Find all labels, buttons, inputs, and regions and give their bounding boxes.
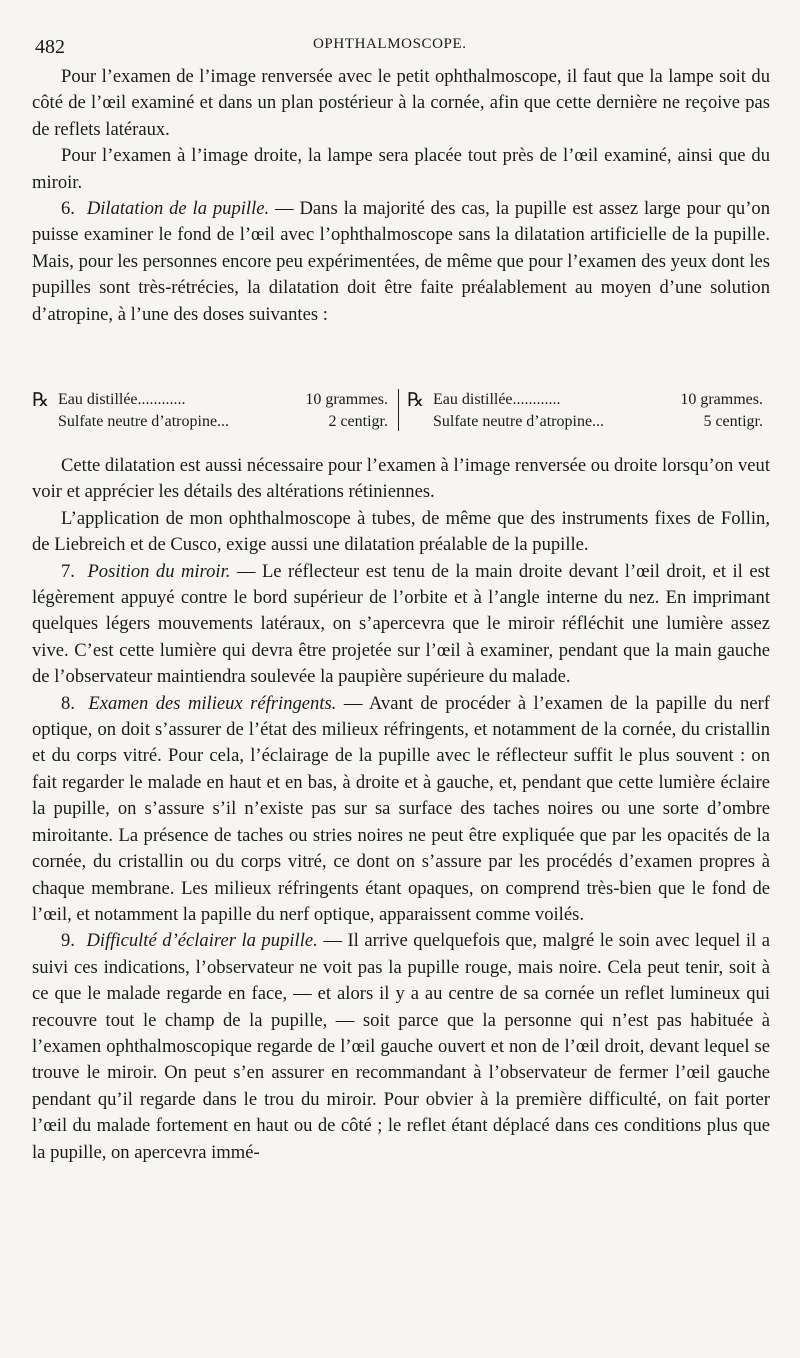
body-text-lower xyxy=(32,453,770,1166)
formula-row xyxy=(433,413,763,435)
formula-row xyxy=(58,413,388,435)
formula-ingredient: Eau distillée............ xyxy=(433,391,561,408)
section-6-number: 6. xyxy=(61,198,75,220)
formula-row xyxy=(433,391,763,413)
formula-row xyxy=(58,391,388,413)
section-9-text: — Il arrive quelquefois que, malgré le soin avec lequel il a suivi ces indications, l’observateur ne voit pas la pupille rouge, mais noire. Cela peut tenir, soit à ce que le malade regarde en face, — et alors il y a au centre de sa cornée un reflet lumineux qui recouvre tout le champ de la pupille, — soit parce que la personne qui n’est pas habituée à l’examen ophthalmoscopique regarde de l’œil gauche ouvert et non de l’œil droit, devant lequel se trouve le miroir. On peut s’en assurer en recommandant à l’observateur de fermer l’œil gauche pendant qu’il regarde dans le trou du miroir. Pour obvier à la première difficulté, on fait porter l’œil du malade fortement en haut ou de côté ; le reflet étant déplacé dans ces conditions plus que la pupille, on apercevra immé- xyxy=(32,930,770,1163)
section-6-text: — Dans la majorité des cas, la pupille est assez large pour qu’on puisse examiner le fond de l’œil avec l’ophthalmoscope sans la dilatation artificielle de la pupille. Mais, pour les personnes encore peu expérimentées, de même que pour l’examen des yeux dont les pupilles sont très-rétrécies, la dilatation doit être faite préalablement au moyen d’une solution d’atropine, à l’une des doses suivantes : xyxy=(32,198,770,325)
recipe-symbol: ℞ xyxy=(32,390,50,411)
section-7-number: 7. xyxy=(61,560,75,582)
section-8 xyxy=(32,691,770,929)
formula-1 xyxy=(32,389,392,437)
section-9-number: 9. xyxy=(61,930,75,952)
section-8-text: — Avant de procéder à l’examen de la papille du nerf optique, on doit s’assurer de l’état des milieux réfringents, et notamment de la cornée, du cristallin et du corps vitré. Pour cela, l’éclairage de la pupille avec le réflecteur suffit le plus souvent : on fait regarder le malade en haut et en bas, à droite et à gauche, et, pendant que cette lumière éclaire la pupille, on s’assure s’il n’existe pas sur sa surface des taches noires ou une sorte d’ombre miroitante. La présence de taches ou stries noires ne peut être expliquée que par les opacités de la cornée, du cristallin ou du corps vitré, ce dont on s’assure par les procédés d’examen propres à chaque membrane. Les milieux réfringents étant opaques, on comprend très-bien que le fond de l’œil, et notamment la papille du nerf optique, apparaissent comme voilés. xyxy=(32,692,770,925)
paragraph-dilatation-necessaire: Cette dilatation est aussi nécessaire pour l’examen à l’image renversée ou droite lorsqu’on veut voir et apprécier les détails des altérations rétiniennes. xyxy=(32,455,770,503)
section-9 xyxy=(32,928,770,1166)
section-7-title: Position du miroir. xyxy=(87,560,231,582)
body-text-upper xyxy=(32,64,770,328)
recipe-symbol: ℞ xyxy=(407,390,425,411)
formula-ingredient: Sulfate neutre d’atropine... xyxy=(433,413,605,430)
formula-ingredient: Eau distillée............ xyxy=(58,391,186,408)
page-header xyxy=(0,24,800,58)
formula-amount: 5 centigr. xyxy=(703,413,763,430)
formula-amount: 10 grammes. xyxy=(305,391,388,408)
section-7 xyxy=(32,559,770,691)
atropine-formulas xyxy=(32,389,770,437)
page-number: 482 xyxy=(35,36,65,58)
section-8-title: Examen des milieux réfringents. xyxy=(88,692,337,714)
formula-divider xyxy=(398,389,399,431)
formula-amount: 10 grammes. xyxy=(680,391,763,408)
paragraph-image-renversee: Pour l’examen de l’image renversée avec le petit ophthalmoscope, il faut que la lampe soit du côté de l’œil examiné et dans un plan postérieur à la cornée, afin que cette dernière ne reçoive pas de reflets latéraux. xyxy=(32,66,770,140)
running-head: OPHTHALMOSCOPE. xyxy=(313,36,467,52)
formula-amount: 2 centigr. xyxy=(328,413,388,430)
section-8-number: 8. xyxy=(61,692,75,714)
paragraph-ophthalmoscope-tubes: L’application de mon ophthalmoscope à tubes, de même que des instruments fixes de Follin, de Liebreich et de Cusco, exige aussi une dilatation préalable de la pupille. xyxy=(32,507,770,556)
formula-ingredient: Sulfate neutre d’atropine... xyxy=(58,413,230,430)
section-6-title: Dilatation de la pupille. xyxy=(86,198,270,220)
section-7-text: — Le réflecteur est tenu de la main droite devant l’œil droit, et il est légèrement appuyé contre le bord supérieur de l’orbite et à l’angle interne du nez. En imprimant quelques légers mouvements latéraux, on s’apercevra que le miroir réfléchit une lumière assez vive. C’est cette lumière qui devra être projetée sur l’œil à examiner, pendant que la main gauche de l’observateur maintiendra soulevée la paupière supérieure du malade. xyxy=(32,560,770,688)
formula-2 xyxy=(407,389,767,437)
section-9-title: Difficulté d’éclairer la pupille. xyxy=(86,930,318,952)
paragraph-image-droite: Pour l’examen à l’image droite, la lampe sera placée tout près de l’œil examiné, ainsi que du miroir. xyxy=(32,145,770,193)
section-6 xyxy=(32,196,770,328)
